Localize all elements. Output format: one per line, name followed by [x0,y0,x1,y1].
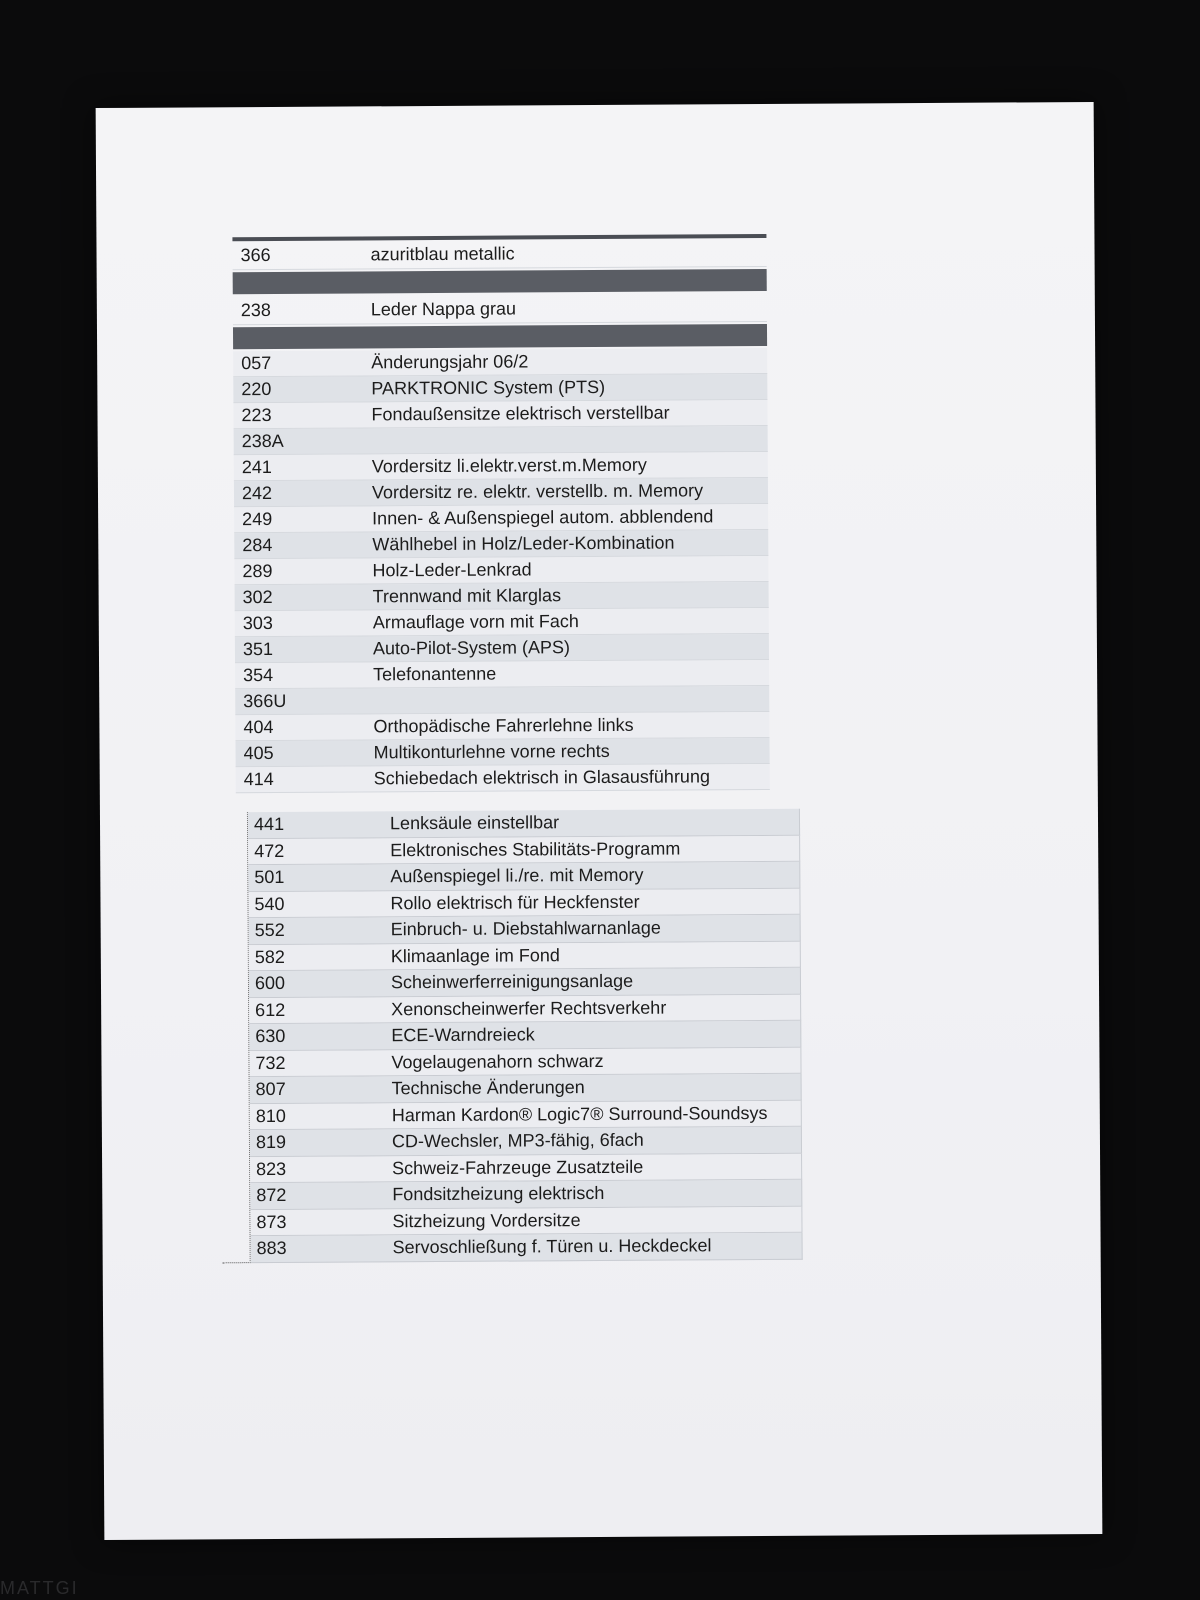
upholstery-description: Leder Nappa grau [370,297,517,319]
option-description: Innen- & Außenspiegel autom. abblendend [372,506,714,529]
option-description: ECE-Warndreieck [391,1024,535,1046]
option-code: 552 [254,920,285,941]
option-description [372,438,768,440]
option-row [234,556,768,585]
option-code: 405 [243,742,274,764]
option-code: 819 [255,1132,287,1153]
option-description: Rollo elektrisch für Heckfenster [390,891,640,914]
option-row [248,809,800,839]
option-row [234,452,768,481]
option-description [373,698,769,700]
option-description: CD-Wechsler, MP3-fähig, 6fach [391,1129,644,1152]
option-description: Vordersitz re. elektr. verstellb. m. Memory [371,480,704,503]
option-description: Fondsitzheizung elektrisch [392,1183,605,1205]
option-code: 872 [256,1185,287,1206]
option-row [233,374,767,403]
option-description: Vordersitz li.elektr.verst.m.Memory [371,454,647,477]
option-code: 540 [254,893,285,914]
option-code: 351 [242,638,274,660]
option-row [236,738,770,767]
option-description: Orthopädische Fahrerlehne links [373,714,634,737]
option-code: 220 [241,378,272,400]
dotted-rule [223,1262,249,1263]
option-row [250,1100,802,1130]
option-row [233,400,767,429]
upholstery-row [233,293,767,325]
option-description: Technische Änderungen [391,1077,585,1099]
option-list-lower [248,809,803,1263]
equipment-table-lower [247,809,803,1263]
option-description: Multikonturlehne vorne rechts [373,740,610,763]
option-row [248,835,800,865]
option-description: Fondaußensitze elektrisch verstellbar [371,402,670,425]
option-row [249,1047,801,1077]
option-row [234,530,768,559]
option-row [249,1021,801,1051]
option-code: 823 [256,1158,287,1179]
option-code: 630 [255,1026,286,1047]
option-row [249,968,801,998]
option-row [234,426,768,455]
option-description: Servoschließung f. Türen u. Heckdeckel [392,1235,712,1258]
option-list-upper [233,348,770,793]
option-row [249,915,801,945]
option-description: Telefonantenne [373,663,497,685]
option-description: Schiebedach elektrisch in Glasausführung [373,766,710,789]
paper-sheet [96,102,1103,1540]
option-row [248,862,800,892]
option-row [249,941,801,971]
option-description: Sitzheizung Vordersitze [392,1209,581,1232]
option-row [249,994,801,1024]
option-description: Holz-Leder-Lenkrad [372,559,532,581]
option-code: 289 [242,560,273,582]
option-code: 612 [255,999,286,1020]
option-code: 238A [241,430,284,452]
option-description: Schweiz-Fahrzeuge Zusatzteile [392,1156,644,1179]
option-row [250,1127,802,1157]
option-row [235,634,769,663]
option-description: Vogelaugenahorn schwarz [391,1050,604,1073]
option-code: 223 [241,404,272,426]
option-code: 241 [241,456,272,478]
option-row [250,1074,802,1104]
option-code: 302 [242,586,273,608]
option-row [248,888,800,918]
corner-mark: MATTGI [0,1578,79,1598]
option-code: 303 [242,612,273,634]
option-row [235,712,769,741]
option-row [235,686,769,715]
option-code: 404 [243,716,274,738]
option-row [251,1233,803,1263]
equipment-table-upper [232,234,769,793]
option-code: 472 [254,840,285,861]
option-description: Auto-Pilot-System (APS) [372,637,571,659]
section-divider-bar [233,324,767,349]
option-code: 600 [254,973,286,994]
option-row [234,504,768,533]
option-row [236,764,770,793]
option-description: Klimaanlage im Fond [390,944,560,967]
option-description: Harman Kardon® Logic7® Surround-Soundsys [391,1102,768,1126]
option-code: 501 [254,867,285,888]
option-code: 414 [243,768,274,790]
option-description: Xenonscheinwerfer Rechtsverkehr [391,997,667,1020]
paint-row [232,238,766,270]
option-description: PARKTRONIC System (PTS) [371,376,606,399]
option-code: 441 [253,814,285,835]
option-row [235,582,769,611]
option-row [250,1206,802,1236]
option-code: 883 [256,1238,287,1259]
option-description: Armauflage vorn mit Fach [372,611,579,633]
option-code: 366U [243,690,287,712]
option-description: Trennwand mit Klarglas [372,585,562,607]
option-description: Änderungsjahr 06/2 [371,351,529,373]
option-code: 242 [241,482,273,504]
option-row [235,608,769,637]
option-code: 249 [242,508,273,530]
option-code: 807 [255,1079,286,1100]
paint-code: 366 [240,244,271,265]
upholstery-code: 238 [240,299,271,320]
option-description: Einbruch- u. Diebstahlwarnanlage [390,917,661,940]
option-code: 582 [254,946,285,967]
option-row [235,660,769,689]
paint-description: azuritblau metallic [370,243,515,264]
section-divider-bar [233,269,767,294]
option-row [233,348,767,377]
option-description: Außenspiegel li./re. mit Memory [390,864,644,887]
option-code: 873 [256,1211,287,1232]
option-code: 057 [241,352,272,374]
option-description: Wählhebel in Holz/Leder-Kombination [372,532,675,555]
option-description: Elektronisches Stabilitäts-Programm [390,838,681,861]
option-description: Scheinwerferreinigungsanlage [390,971,634,993]
option-code: 354 [243,664,274,686]
option-description: Lenksäule einstellbar [389,812,560,834]
option-code: 810 [255,1105,286,1126]
option-code: 284 [242,534,273,556]
option-row [250,1153,802,1183]
option-row [250,1180,802,1210]
option-row [234,478,768,507]
option-code: 732 [255,1052,286,1073]
